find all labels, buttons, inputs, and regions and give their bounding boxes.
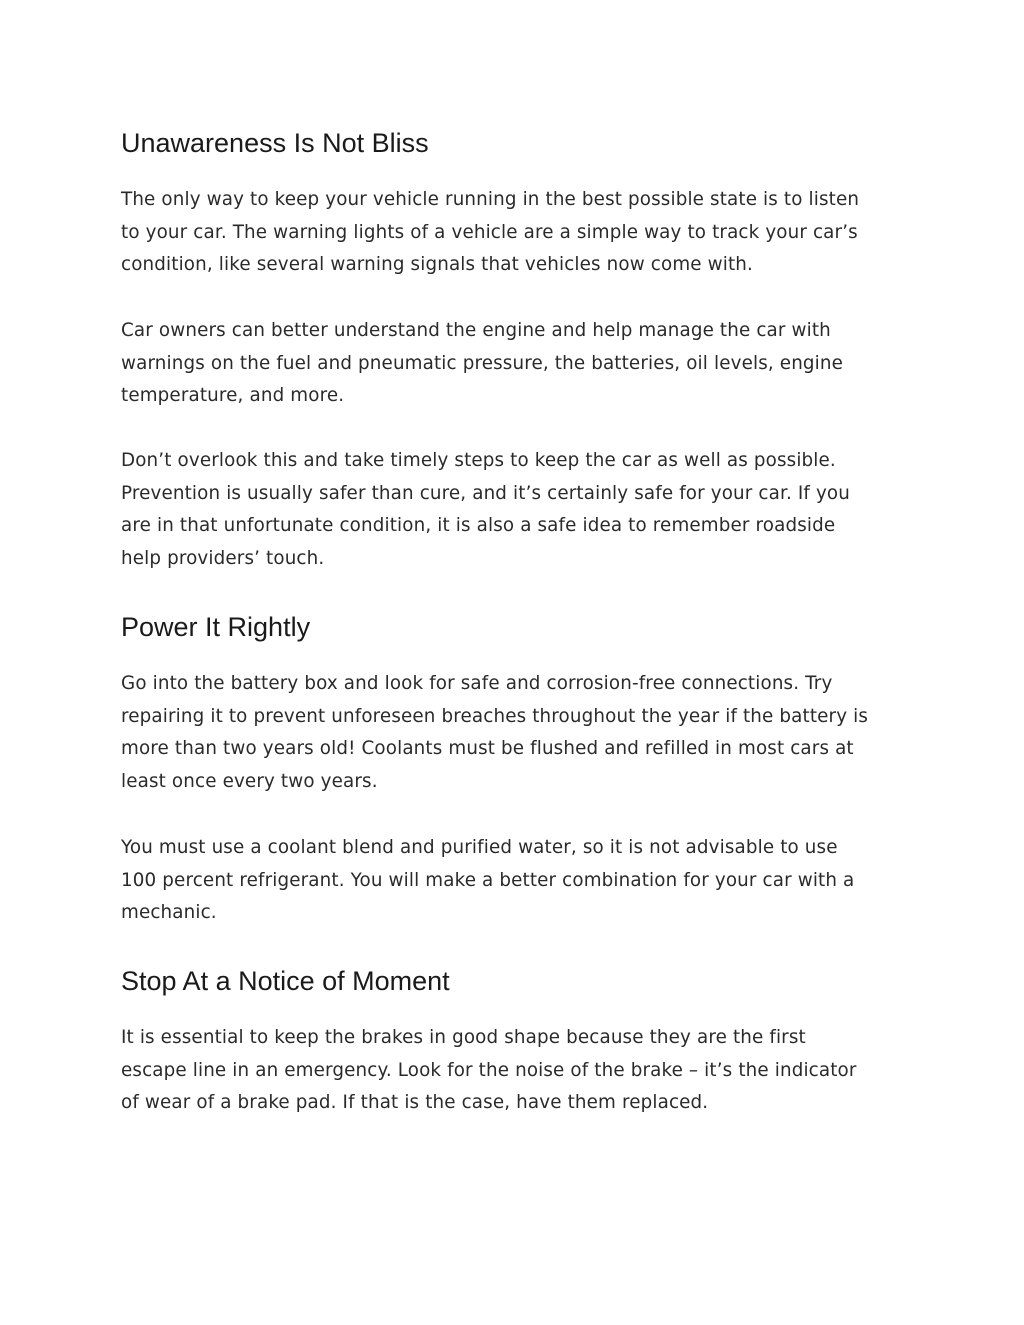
paragraph-line: You must use a coolant blend and purified water, so it is not advisable to use (121, 837, 838, 858)
paragraph-line: The only way to keep your vehicle running in the best possible state is to listen (121, 189, 860, 210)
section-heading-unawareness: Unawareness Is Not Bliss (121, 128, 429, 158)
paragraph-line: temperature, and more. (121, 385, 345, 407)
paragraph-line: to your car. The warning lights of a vehicle are a simple way to track your car’s (121, 221, 858, 243)
paragraph (121, 445, 850, 576)
paragraph-line: 100 percent refrigerant. You will make a better combination for your car with a (121, 869, 855, 891)
paragraph (121, 315, 843, 413)
paragraph-line: Go into the battery box and look for safe and corrosion-free connections. Try (121, 673, 833, 694)
paragraph-line: mechanic. (121, 902, 217, 924)
paragraph-line: more than two years old! Coolants must be flushed and refilled in most cars at (121, 738, 854, 760)
paragraph-line: help providers’ touch. (121, 548, 325, 570)
paragraph (121, 184, 859, 282)
paragraph-line: repairing it to prevent unforeseen breaches throughout the year if the battery is (121, 705, 869, 727)
paragraph-line: least once every two years. (121, 771, 378, 793)
paragraph-line: condition, like several warning signals that vehicles now come with. (121, 254, 753, 276)
paragraph-line: are in that unfortunate condition, it is also a safe idea to remember roadside (121, 515, 836, 537)
paragraph (121, 668, 868, 799)
paragraph (121, 832, 854, 930)
paragraph-line: Prevention is usually safer than cure, and it’s certainly safe for your car. If you (121, 482, 850, 504)
paragraph (121, 1022, 857, 1120)
paragraph-line: of wear of a brake pad. If that is the case, have them replaced. (121, 1092, 709, 1114)
paragraph-line: Car owners can better understand the engine and help manage the car with (121, 320, 831, 341)
section-heading-power: Power It Rightly (121, 612, 311, 642)
paragraph-line: It is essential to keep the brakes in good shape because they are the first (121, 1027, 806, 1048)
section-heading-stop: Stop At a Notice of Moment (121, 966, 450, 996)
paragraph-line: escape line in an emergency. Look for the noise of the brake – it’s the indicator (121, 1059, 857, 1081)
paragraph-line: warnings on the fuel and pneumatic pressure, the batteries, oil levels, engine (121, 352, 844, 374)
paragraph-line: Don’t overlook this and take timely steps to keep the car as well as possible. (121, 450, 836, 471)
